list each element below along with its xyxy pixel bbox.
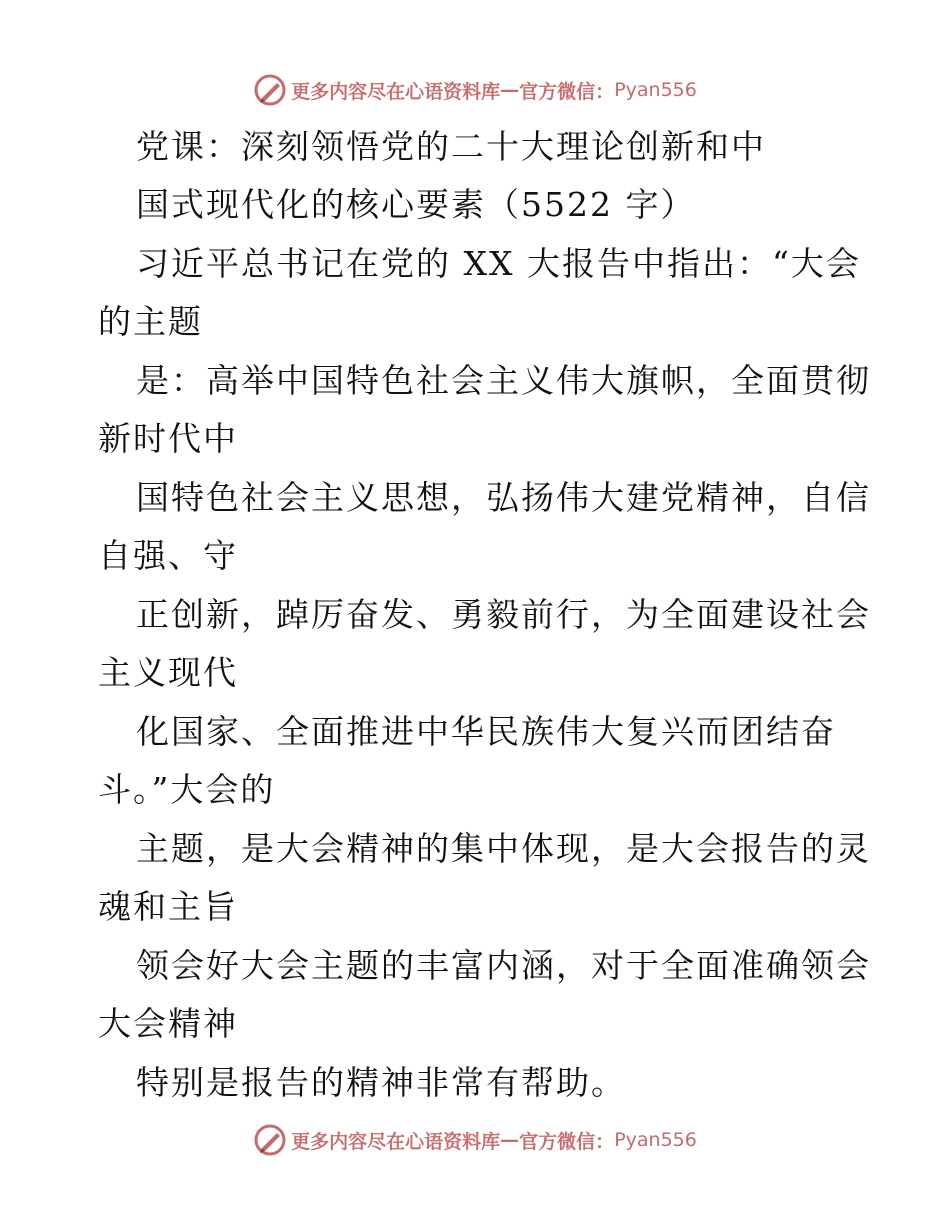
footer-brand-text: 更多内容尽在心语资料库 [291, 1130, 501, 1153]
doc-line: 主题，是大会精神的集中体现，是大会报告的灵 [136, 829, 871, 868]
doc-line: 习近平总书记在党的 XX 大报告中指出：“大会 [136, 244, 861, 283]
doc-line: 化国家、全面推进中华民族伟大复兴而团结奋 [136, 712, 836, 751]
header-watermark [0, 70, 950, 110]
header-dash: — [500, 79, 520, 101]
doc-line: 的主题 [98, 302, 203, 341]
doc-line: 大会精神 [98, 1004, 238, 1043]
header-brand-text: 更多内容尽在心语资料库 [291, 80, 501, 103]
doc-line: 特别是报告的精神非常有帮助。 [136, 1063, 626, 1102]
doc-line: 领会好大会主题的丰富内涵，对于全面准确领会 [136, 946, 871, 985]
doc-line: 党课：深刻领悟党的二十大理论创新和中 [136, 127, 766, 166]
doc-line: 是：高举中国特色社会主义伟大旗帜，全面贯彻 [136, 361, 871, 400]
doc-line: 正创新，踔厉奋发、勇毅前行，为全面建设社会 [136, 595, 871, 634]
footer-dash: — [500, 1129, 520, 1151]
doc-line: 自强、守 [98, 536, 238, 575]
footer-contact-label: 官方微信： [519, 1130, 615, 1153]
footer-contact-id: Pyan556 [614, 1129, 697, 1151]
doc-line: 斗。”大会的 [98, 770, 276, 809]
doc-line: 国特色社会主义思想，弘扬伟大建党精神，自信 [136, 478, 871, 517]
doc-line: 新时代中 [98, 419, 238, 458]
pen-logo-icon [253, 73, 287, 107]
doc-line: 国式现代化的核心要素（5522 字） [136, 185, 696, 224]
footer-watermark [0, 1120, 950, 1160]
header-contact-id: Pyan556 [614, 79, 697, 101]
pen-logo-icon [253, 1123, 287, 1157]
doc-line: 魂和主旨 [98, 887, 238, 926]
doc-line: 主义现代 [98, 653, 238, 692]
header-contact-label: 官方微信： [519, 80, 615, 103]
